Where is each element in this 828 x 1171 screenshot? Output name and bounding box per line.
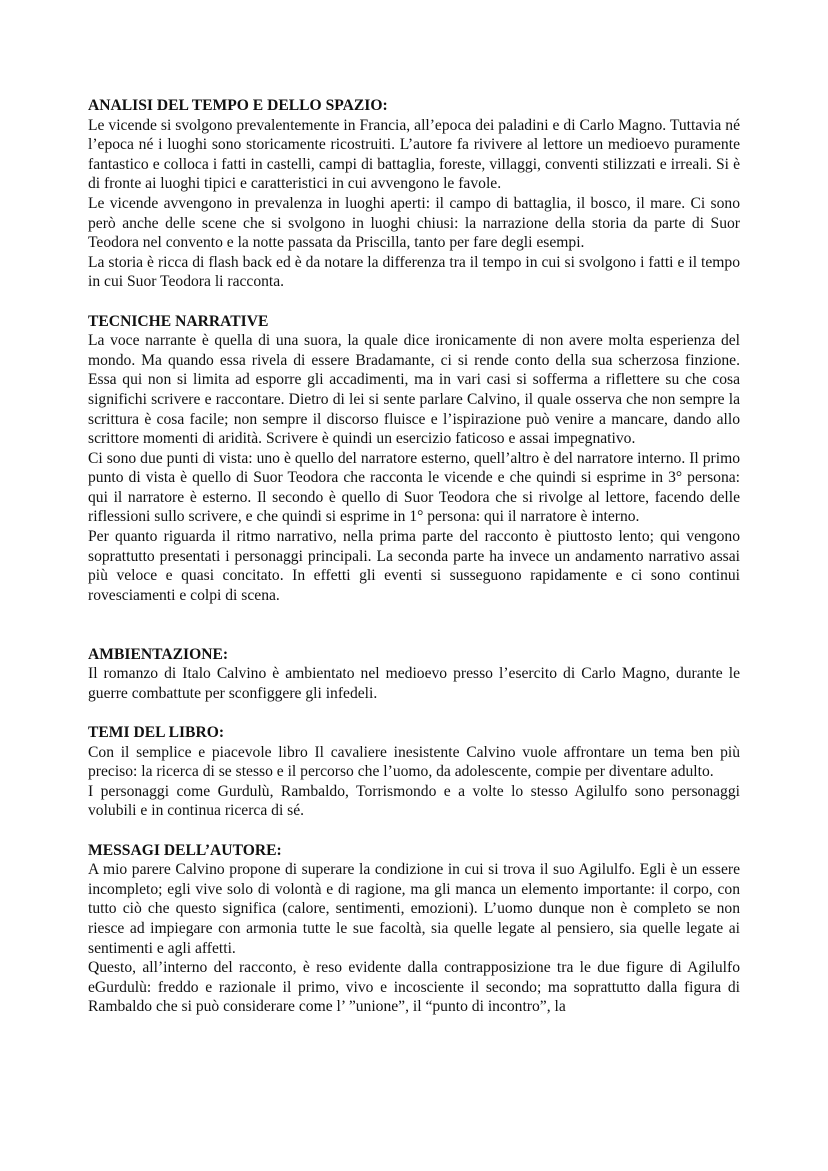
section-heading: ANALISI DEL TEMPO E DELLO SPAZIO:: [88, 97, 388, 114]
paragraph: Questo, all’interno del racconto, è reso evidente dalla contrapposizione tra le due figure di Agilulfo eGurdulù: freddo e razionale il primo, vivo e incosciente il secondo; ma soprattutto dalla figura di Rambaldo che si può considerare come l’ ”unione”, il “punto di incontro”, la: [88, 959, 740, 1016]
section-tecniche-narrative: [88, 312, 740, 606]
paragraph: Ci sono due punti di vista: uno è quello del narratore esterno, quell’altro è del narratore interno. Il primo punto di vista è quello di Suor Teodora che racconta le vicende e che quindi si esprime in 3° persona: qui il narratore è esterno. Il secondo è quello di Suor Teodora che si rivolge al lettore, facendo delle riflessioni sullo scrivere, e che quindi si esprime in 1° persona: qui il narratore è interno.: [88, 449, 740, 526]
section-ambientazione: [88, 645, 740, 704]
section-heading: AMBIENTAZIONE:: [88, 645, 229, 663]
section-temi-del-libro: [88, 723, 740, 821]
paragraph: Le vicende avvengono in prevalenza in luoghi aperti: il campo di battaglia, il bosco, il mare. Ci sono però anche delle scene che si svolgono in luoghi chiusi: la narrazione della storia da parte di Suor Teodora nel convento e la notte passata da Priscilla, tanto per fare degli esempi.: [88, 194, 740, 252]
paragraph: La storia è ricca di flash back ed è da notare la differenza tra il tempo in cui si svolgono i fatti e il tempo in cui Suor Teodora li racconta.: [88, 253, 740, 291]
paragraph: Il romanzo di Italo Calvino è ambientato nel medioevo presso l’esercito di Carlo Magno, durante le guerre combattute per sconfiggere gli infedeli.: [88, 665, 740, 702]
section-heading: MESSAGI DELL’AUTORE:: [88, 841, 282, 859]
paragraph: A mio parere Calvino propone di superare la condizione in cui si trova il suo Agilulfo. Egli è un essere incompleto; egli vive solo di volontà e di ragione, ma gli manca un elemento importante: il corpo, con tutto ciò che questo significa (calore, sentimenti, emozioni). L’uomo dunque non è completo se non riesce ad impiegare con armonia tutte le sue facoltà, sia quelle legate al pensiero, sia quelle legate ai sentimenti e agli affetti.: [88, 861, 740, 957]
document-page: [88, 96, 740, 1037]
paragraph: Con il semplice e piacevole libro Il cavaliere inesistente Calvino vuole affrontare un tema ben più preciso: la ricerca di se stesso e il percorso che l’uomo, da adolescente, compie per diventare adulto.: [88, 743, 740, 781]
paragraph: Le vicende si svolgono prevalentemente in Francia, all’epoca dei paladini e di Carlo Magno. Tuttavia né l’epoca né i luoghi sono storicamente ricostruiti. L’autore fa rivivere al lettore un medioevo puramente fantastico e colloca i fatti in castelli, campi di battaglia, foreste, villaggi, conventi stilizzati e irreali. Si è di fronte ai luoghi tipici e caratteristici in cui avvengono le favole.: [88, 116, 740, 193]
section-analisi-tempo-spazio: [88, 96, 740, 292]
paragraph: I personaggi come Gurdulù, Rambaldo, Torrismondo e a volte lo stesso Agilulfo sono personaggi volubili e in continua ricerca di sé.: [88, 782, 740, 820]
section-messaggi-autore: [88, 841, 740, 1017]
paragraph: Per quanto riguarda il ritmo narrativo, nella prima parte del racconto è piuttosto lento; qui vengono soprattutto presentati i personaggi principali. La seconda parte ha invece un andamento narrativo assai più veloce e quasi concitato. In effetti gli eventi si susseguono rapidamente e ci sono continui rovesciamenti e colpi di scena.: [88, 528, 740, 604]
paragraph: La voce narrante è quella di una suora, la quale dice ironicamente di non avere molta esperienza del mondo. Ma quando essa rivela di essere Bradamante, ci si rende conto della sua scherzosa finzione. Essa qui non si limita ad esporre gli accadimenti, ma in vari casi si sofferma a riflettere su che cosa significhi scrivere e raccontare. Dietro di lei si sente parlare Calvino, il quale osserva che non sempre la scrittura è cosa facile; non sempre il discorso fluisce e l’ispirazione può venire a mancare, dando allo scrittore momenti di aridità. Scrivere è quindi un esercizio faticoso e assai impegnativo.: [88, 332, 740, 448]
section-heading: TECNICHE NARRATIVE: [88, 312, 269, 330]
section-heading: TEMI DEL LIBRO:: [88, 724, 225, 741]
